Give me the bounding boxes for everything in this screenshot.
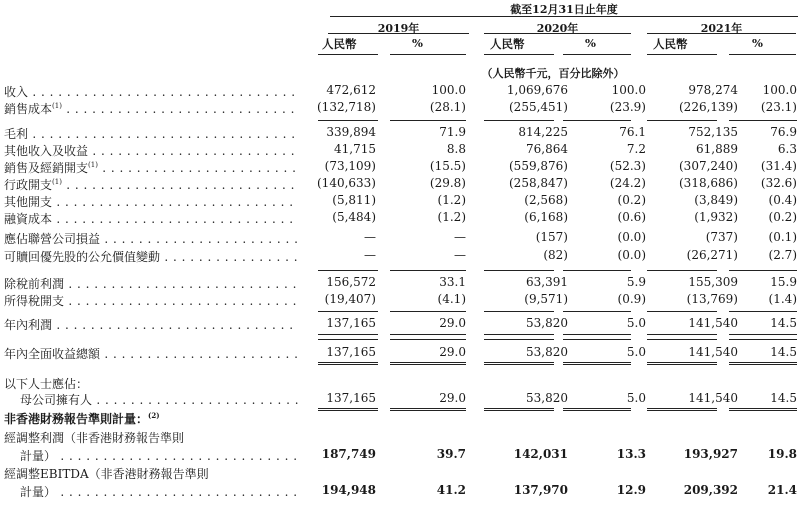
table-cell: (28.1) — [429, 100, 466, 114]
subtotal-rule — [318, 311, 378, 312]
table-cell: (1,932) — [694, 210, 738, 224]
table-cell: (0.0) — [617, 230, 646, 244]
table-cell: (307,240) — [679, 159, 738, 173]
subtotal-rule — [390, 334, 466, 335]
subtotal-rule — [484, 311, 554, 312]
table-cell: — — [454, 248, 466, 262]
row-label — [4, 100, 298, 115]
table-cell: (5,811) — [332, 193, 376, 207]
table-cell: (1.2) — [437, 193, 466, 207]
table-cell: 1,069,676 — [506, 83, 568, 97]
subtotal-rule — [390, 311, 466, 312]
subtotal-rule — [484, 334, 554, 335]
table-cell: 137,970 — [513, 483, 568, 497]
double-rule — [647, 408, 717, 411]
table-cell: 137,165 — [326, 345, 376, 359]
table-cell: 8.8 — [446, 142, 466, 156]
double-rule — [729, 362, 797, 365]
table-cell: 752,135 — [688, 125, 738, 139]
table-cell: (132,718) — [317, 100, 376, 114]
table-cell: 29.0 — [439, 316, 466, 330]
table-cell: 472,612 — [326, 83, 376, 97]
row-label — [4, 83, 298, 98]
table-cell: (0.6) — [617, 210, 646, 224]
table-cell: (23.1) — [760, 100, 797, 114]
col-rule — [647, 54, 717, 55]
double-rule — [563, 408, 631, 411]
row-label-text: 行政開支 — [4, 178, 53, 191]
subtotal-rule — [484, 339, 554, 340]
row-label-text: 年內利潤 — [4, 318, 53, 331]
subtotal-rule — [647, 339, 717, 340]
table-cell: (318,686) — [679, 176, 738, 190]
row-label-text: 可贖回優先股的公允價值變動 — [4, 250, 161, 263]
table-cell: 141,540 — [688, 345, 738, 359]
row-label-text: 融資成本 — [4, 212, 53, 225]
table-cell: 141,540 — [688, 316, 738, 330]
table-cell: (226,139) — [679, 100, 738, 114]
attributable-heading: 以下人士應佔： — [4, 377, 89, 391]
row-label — [4, 176, 298, 191]
table-cell: (2.7) — [768, 248, 797, 262]
table-cell: (24.2) — [609, 176, 646, 190]
double-rule — [729, 408, 797, 411]
row-label — [20, 483, 298, 498]
adjusted-ebitda-label: 經調整EBITDA（非香港財務報告準則 — [4, 467, 209, 481]
table-cell: 193,927 — [683, 447, 738, 461]
double-rule — [318, 362, 378, 365]
table-cell: 209,392 — [683, 483, 738, 497]
table-cell: 14.5 — [770, 316, 797, 330]
table-cell: 339,894 — [326, 125, 376, 139]
double-rule — [390, 408, 466, 411]
col-pct-2021: % — [752, 36, 763, 50]
row-label-text: 年內全面收益總額 — [4, 347, 101, 360]
table-cell: 76.9 — [770, 125, 797, 139]
double-rule — [318, 408, 378, 411]
table-cell: 142,031 — [513, 447, 568, 461]
period-header: 截至12月31日止年度 — [510, 3, 618, 16]
row-label — [4, 275, 298, 290]
row-label — [4, 292, 298, 307]
row-label — [4, 142, 298, 157]
row-label — [4, 159, 298, 174]
table-cell: 29.0 — [439, 345, 466, 359]
subtotal-rule — [729, 334, 797, 335]
row-label — [4, 210, 298, 225]
period-rule — [330, 16, 798, 17]
table-cell: 53,820 — [526, 391, 568, 405]
row-label-text: 其他收入及收益 — [4, 144, 89, 157]
table-cell: 5.9 — [626, 275, 646, 289]
table-cell: (255,451) — [509, 100, 568, 114]
table-cell: (0.2) — [617, 193, 646, 207]
table-cell: (26,271) — [686, 248, 738, 262]
subtotal-rule — [563, 339, 631, 340]
row-label — [20, 391, 298, 406]
subtotal-rule — [563, 270, 631, 271]
table-cell: (73,109) — [324, 159, 376, 173]
col-rule — [484, 54, 554, 55]
year-rule-2021 — [647, 33, 796, 34]
table-cell: — — [364, 248, 376, 262]
table-cell: 814,225 — [518, 125, 568, 139]
table-cell: 100.0 — [611, 83, 646, 97]
row-label-text: 其他開支 — [4, 195, 53, 208]
subtotal-rule — [729, 311, 797, 312]
table-cell: 71.9 — [439, 125, 466, 139]
row-label — [4, 248, 298, 263]
subtotal-rule — [318, 339, 378, 340]
col-rmb-2020: 人民幣 — [490, 37, 525, 51]
subtotal-rule — [484, 270, 554, 271]
subtotal-rule — [390, 339, 466, 340]
table-cell: — — [454, 230, 466, 244]
table-cell: 12.9 — [616, 483, 646, 497]
col-pct-2020: % — [585, 36, 596, 50]
table-cell: 137,165 — [326, 316, 376, 330]
col-pct-2019: % — [412, 36, 423, 50]
subtotal-rule — [318, 270, 378, 271]
table-cell: (1.4) — [768, 292, 797, 306]
table-cell: (31.4) — [760, 159, 797, 173]
table-cell: (23.9) — [609, 100, 646, 114]
table-cell: 21.4 — [767, 483, 797, 497]
table-cell: 13.3 — [616, 447, 646, 461]
table-cell: 53,820 — [526, 345, 568, 359]
table-cell: 137,165 — [326, 391, 376, 405]
row-label-text: 所得稅開支 — [4, 294, 65, 307]
table-cell: 7.2 — [626, 142, 646, 156]
table-cell: 100.0 — [431, 83, 466, 97]
table-cell: (3,849) — [694, 193, 738, 207]
year-rule-2019 — [328, 33, 469, 34]
col-rule — [729, 54, 796, 55]
row-label — [4, 125, 298, 140]
table-cell: (0.1) — [768, 230, 797, 244]
table-cell: (6,168) — [524, 210, 568, 224]
table-cell: (157) — [535, 230, 568, 244]
table-cell: (9,571) — [524, 292, 568, 306]
table-cell: (82) — [543, 248, 568, 262]
row-label-text: 計量） — [20, 485, 57, 498]
year-2020: 2020年 — [536, 22, 579, 35]
subtotal-rule — [318, 120, 378, 121]
table-cell: 61,889 — [696, 142, 738, 156]
row-label-text: 除稅前利潤 — [4, 277, 65, 290]
table-cell: 41,715 — [334, 142, 376, 156]
row-label — [4, 193, 298, 208]
table-cell: 33.1 — [439, 275, 466, 289]
col-rule — [318, 54, 378, 55]
subtotal-rule — [563, 311, 631, 312]
double-rule — [484, 362, 554, 365]
unit-note: （人民幣千元，百分比除外） — [481, 67, 625, 80]
table-cell: 6.3 — [777, 142, 797, 156]
table-cell: (0.4) — [768, 193, 797, 207]
subtotal-rule — [647, 120, 717, 121]
subtotal-rule — [563, 120, 631, 121]
table-cell: 14.5 — [770, 391, 797, 405]
row-label — [4, 230, 298, 245]
footnote-marker: (1) — [88, 161, 98, 169]
col-rule — [563, 54, 631, 55]
row-label-text: 銷售成本 — [4, 102, 53, 115]
subtotal-rule — [729, 120, 797, 121]
non-hkfrs-heading: 非香港財務報告準則計量：$^{(2)}$ — [4, 411, 160, 426]
table-cell: (0.0) — [617, 248, 646, 262]
table-cell: (1.2) — [437, 210, 466, 224]
row-label-text: 收入 — [4, 85, 29, 98]
col-rmb-2021: 人民幣 — [653, 37, 688, 51]
col-rmb-2019: 人民幣 — [322, 37, 357, 51]
table-cell: (15.5) — [429, 159, 466, 173]
double-rule — [484, 408, 554, 411]
footnote-marker: (1) — [52, 178, 62, 186]
table-cell: 100.0 — [762, 83, 797, 97]
row-label-text: 應佔聯營公司損益 — [4, 232, 101, 245]
subtotal-rule — [390, 120, 466, 121]
year-2019: 2019年 — [377, 22, 420, 35]
year-rule-2020 — [484, 33, 631, 34]
subtotal-rule — [647, 311, 717, 312]
table-cell: (0.2) — [768, 210, 797, 224]
table-cell: 76.1 — [619, 125, 646, 139]
col-rule — [390, 54, 466, 55]
table-cell: (2,568) — [524, 193, 568, 207]
subtotal-rule — [647, 270, 717, 271]
table-cell: 39.7 — [436, 447, 466, 461]
table-cell: 53,820 — [526, 316, 568, 330]
table-cell: (19,407) — [324, 292, 376, 306]
subtotal-rule — [647, 334, 717, 335]
subtotal-rule — [729, 270, 797, 271]
table-cell: 41.2 — [436, 483, 466, 497]
table-cell: 5.0 — [626, 316, 646, 330]
table-cell: (140,633) — [317, 176, 376, 190]
table-cell: 15.9 — [770, 275, 797, 289]
double-rule — [647, 362, 717, 365]
row-label — [4, 316, 298, 331]
double-rule — [390, 362, 466, 365]
adjusted-profit-label: 經調整利潤（非香港財務報告準則 — [4, 431, 185, 445]
row-label — [4, 345, 298, 360]
table-cell: 187,749 — [321, 447, 376, 461]
table-cell: (258,847) — [509, 176, 568, 190]
table-cell: 14.5 — [770, 345, 797, 359]
double-rule — [563, 362, 631, 365]
footnote-marker: (1) — [52, 102, 62, 110]
row-label — [20, 447, 298, 462]
table-cell: 29.0 — [439, 391, 466, 405]
row-label-text: 毛利 — [4, 127, 29, 140]
subtotal-rule — [563, 334, 631, 335]
table-cell: 63,391 — [526, 275, 568, 289]
table-cell: 978,274 — [688, 83, 738, 97]
table-cell: 5.0 — [626, 391, 646, 405]
table-cell: (13,769) — [686, 292, 738, 306]
table-cell: (4.1) — [437, 292, 466, 306]
table-cell: (52.3) — [609, 159, 646, 173]
table-cell: 19.8 — [767, 447, 797, 461]
year-2021: 2021年 — [700, 22, 743, 35]
table-cell: (5,484) — [332, 210, 376, 224]
table-cell: (32.6) — [760, 176, 797, 190]
row-label-text: 母公司擁有人 — [20, 393, 93, 406]
table-cell: 156,572 — [326, 275, 376, 289]
table-cell: 155,309 — [688, 275, 738, 289]
subtotal-rule — [484, 120, 554, 121]
table-cell: (0.9) — [617, 292, 646, 306]
subtotal-rule — [390, 270, 466, 271]
table-cell: (29.8) — [429, 176, 466, 190]
table-cell: — — [364, 230, 376, 244]
table-cell: (737) — [705, 230, 738, 244]
table-cell: 5.0 — [626, 345, 646, 359]
table-cell: 141,540 — [688, 391, 738, 405]
subtotal-rule — [729, 339, 797, 340]
row-label-text: 計量） — [20, 449, 57, 462]
row-label-text: 銷售及經銷開支 — [4, 161, 89, 174]
subtotal-rule — [318, 334, 378, 335]
table-cell: 194,948 — [321, 483, 376, 497]
table-cell: 76,864 — [526, 142, 568, 156]
table-cell: (559,876) — [509, 159, 568, 173]
